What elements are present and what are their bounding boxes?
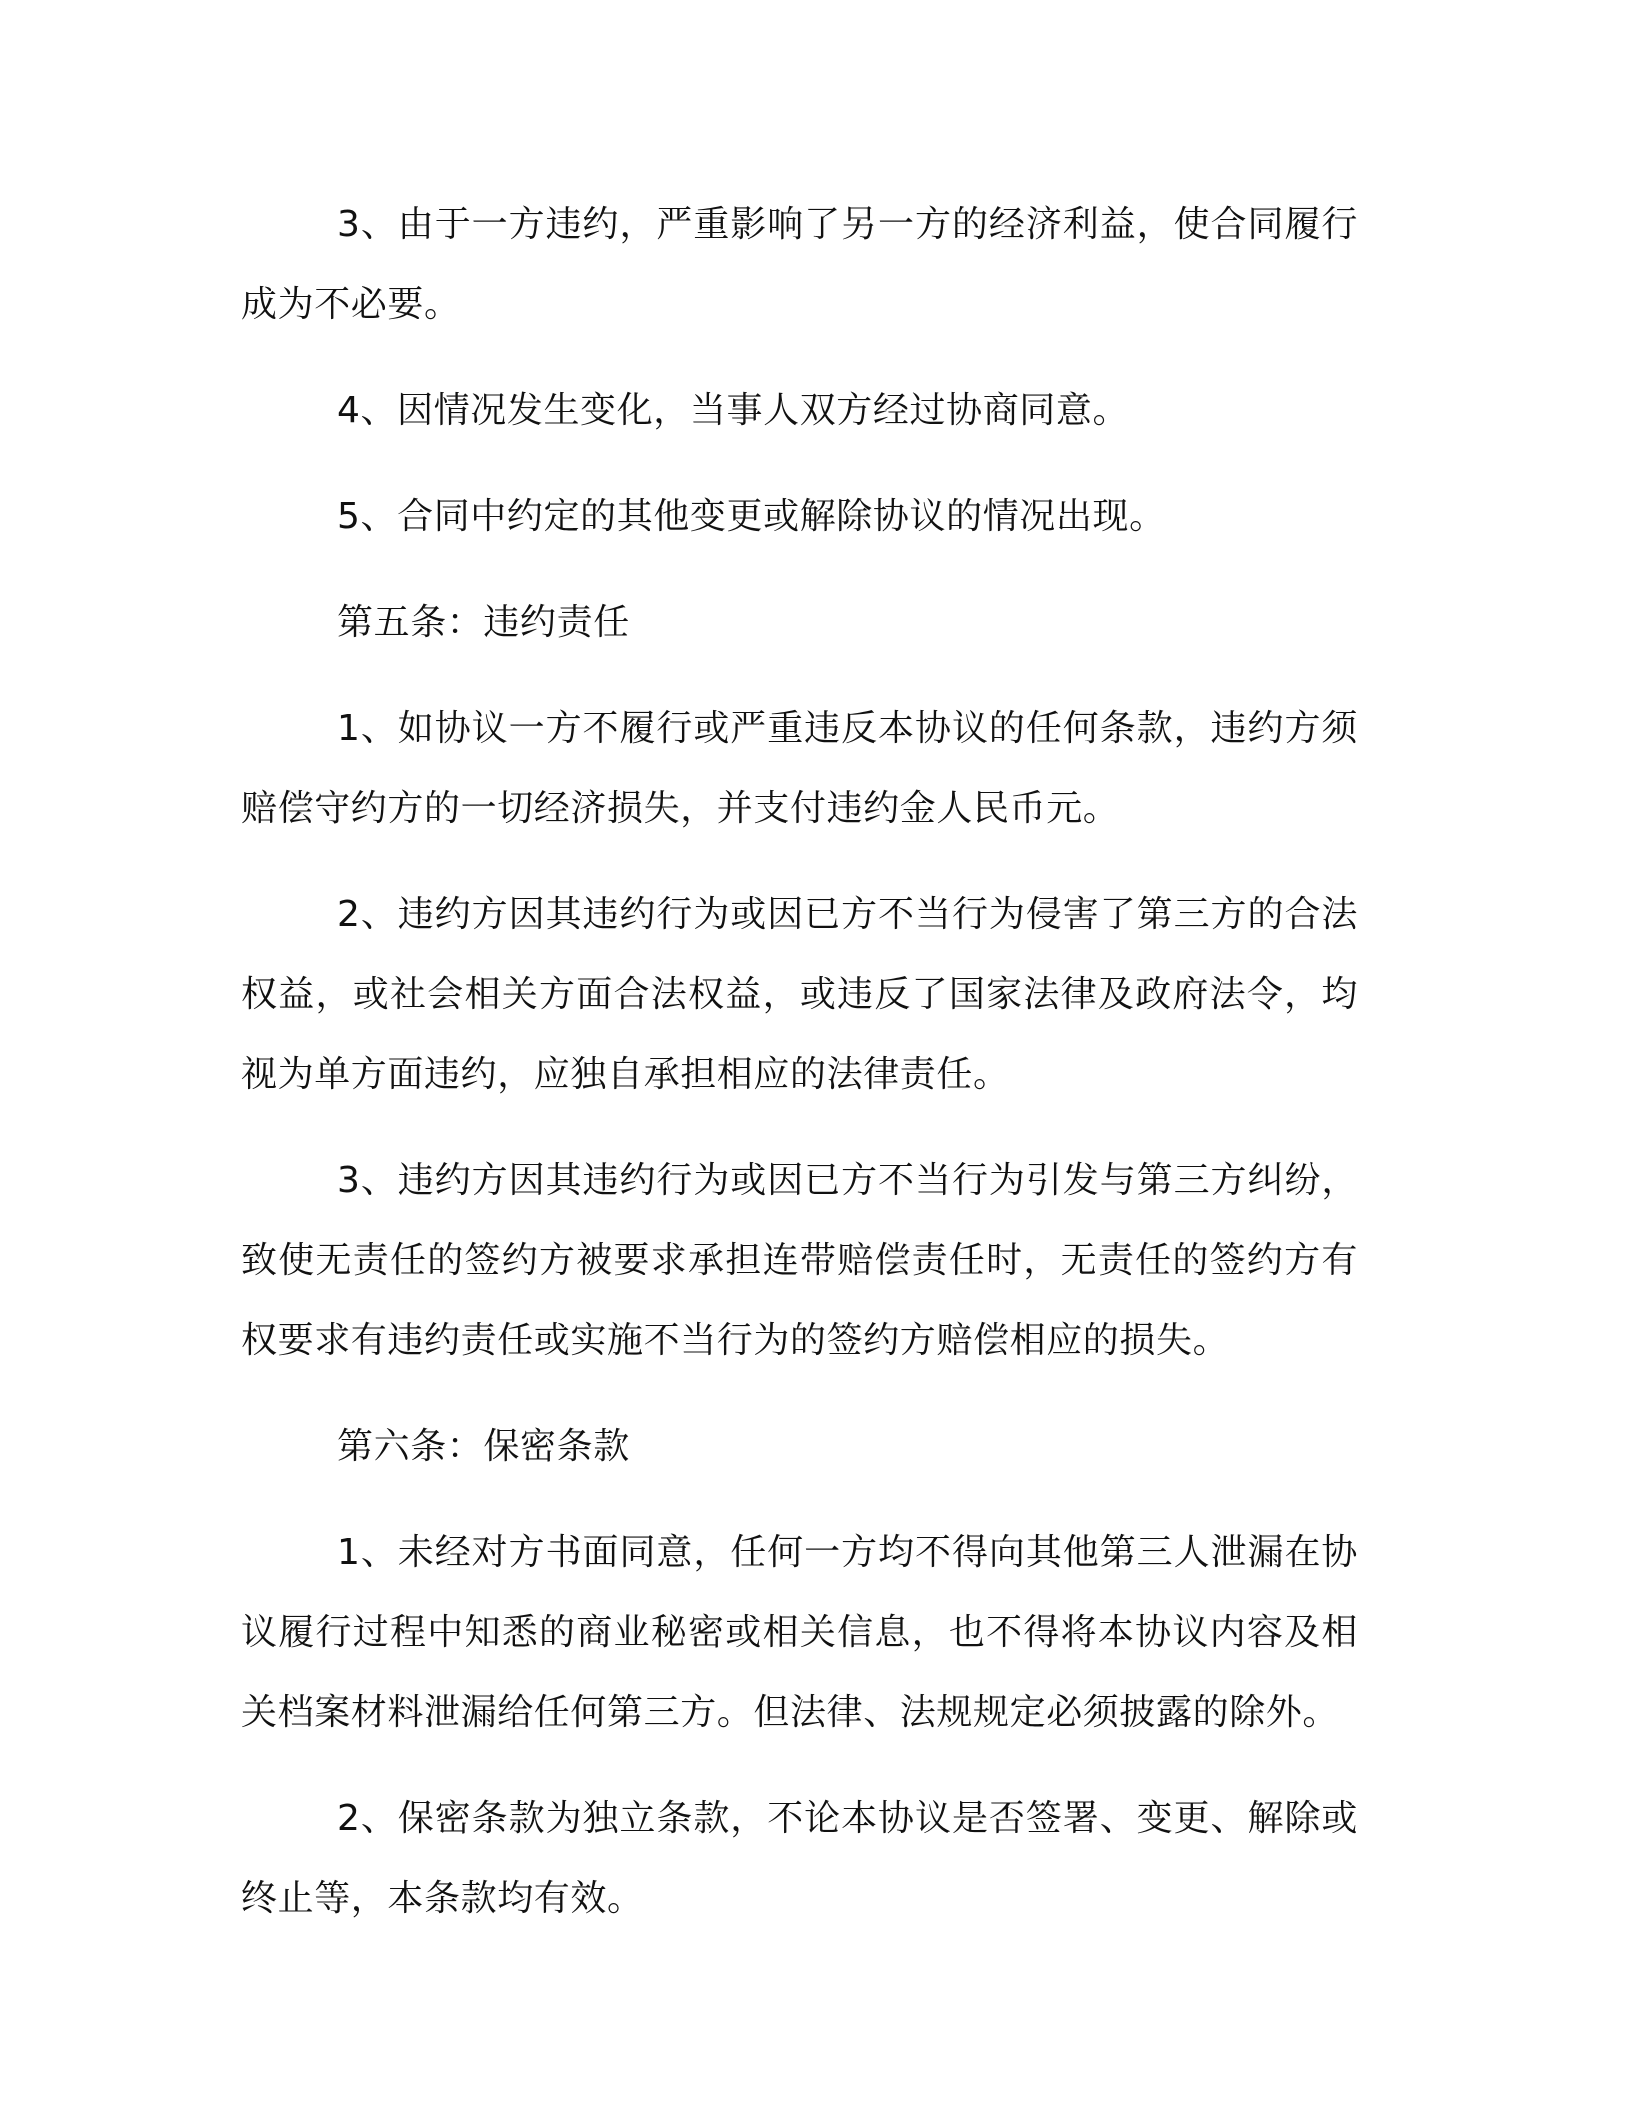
clause-4-item-4: 4、因情况发生变化，当事人双方经过协商同意。 <box>337 390 1130 431</box>
document-page <box>241 185 1358 1965</box>
clause-4-item-3: 3、由于一方违约，严重影响了另一方的经济利益，使合同履行成为不必要。 <box>241 204 1358 325</box>
clause-5-item-3: 3、违约方因其违约行为或因已方不当行为引发与第三方纠纷，致使无责任的签约方被要求承担连带赔偿责任时，无责任的签约方有权要求有违约责任或实施不当行为的签约方赔偿相应的损失。 <box>241 1160 1358 1361</box>
clause-6-heading: 第六条：保密条款 <box>337 1426 630 1467</box>
clause-4-item-5: 5、合同中约定的其他变更或解除协议的情况出现。 <box>337 496 1166 537</box>
clause-6-item-1: 1、未经对方书面同意，任何一方均不得向其他第三人泄漏在协议履行过程中知悉的商业秘密或相关信息，也不得将本协议内容及相关档案材料泄漏给任何第三方。但法律、法规规定必须披露的除外。 <box>241 1532 1358 1733</box>
clause-5-item-1: 1、如协议一方不履行或严重违反本协议的任何条款，违约方须赔偿守约方的一切经济损失，并支付违约金人民币元。 <box>241 708 1358 829</box>
clause-5-item-2: 2、违约方因其违约行为或因已方不当行为侵害了第三方的合法权益，或社会相关方面合法权益，或违反了国家法律及政府法令，均视为单方面违约，应独自承担相应的法律责任。 <box>241 894 1358 1095</box>
clause-6-item-2: 2、保密条款为独立条款，不论本协议是否签署、变更、解除或终止等，本条款均有效。 <box>241 1798 1358 1919</box>
clause-5-heading: 第五条：违约责任 <box>337 602 630 643</box>
